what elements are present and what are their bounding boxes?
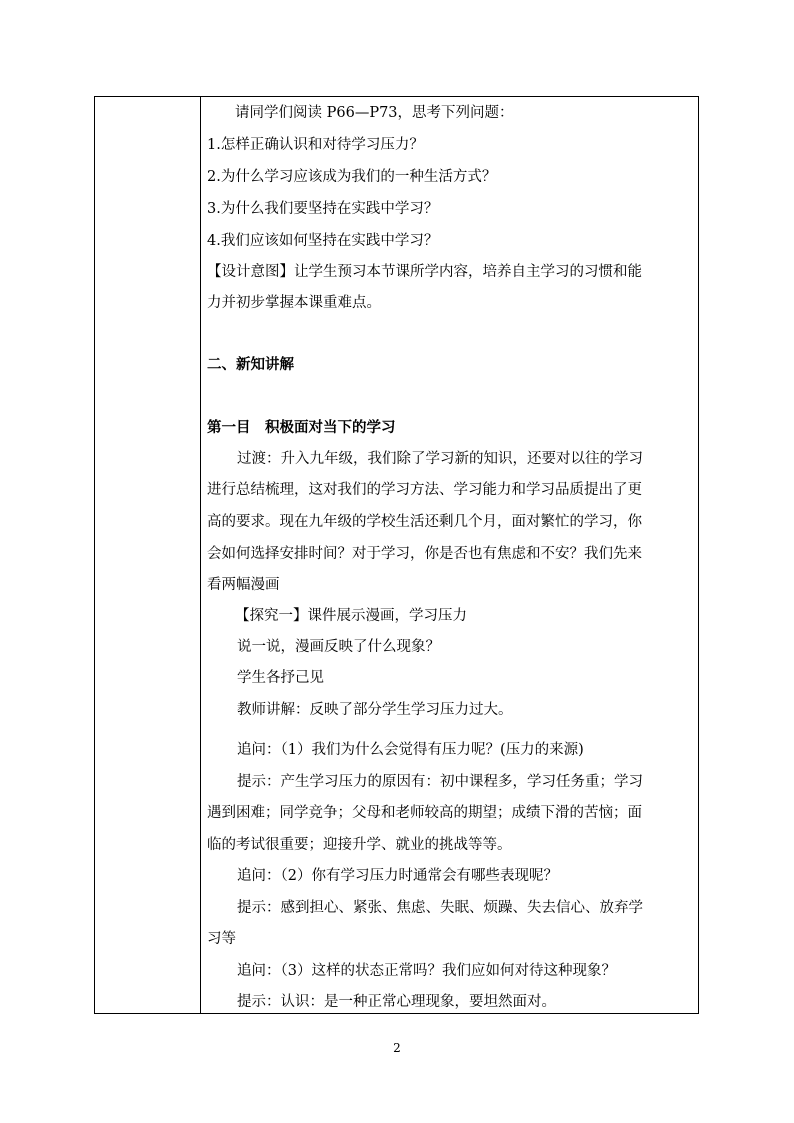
hint-1-line: 临的考试很重要；迎接升学、就业的挑战等等。 — [207, 837, 512, 853]
follow-up-question-3: 追问：（3）这样的状态正常吗？我们应如何对待这种现象？ — [237, 963, 616, 979]
student-response: 学生各抒己见 — [237, 670, 324, 686]
hint-1: 提示：产生学习压力的原因有：初中课程多，学习任务重；学习 — [237, 774, 643, 790]
question-3: 3.为什么我们要坚持在实践中学习？ — [207, 201, 439, 217]
design-intent-cont: 力并初步掌握本课重难点。 — [207, 295, 381, 311]
lesson-table — [94, 96, 699, 1014]
teacher-explanation: 教师讲解：反映了部分学生学习压力过大。 — [237, 702, 513, 718]
hint-1-line: 遇到困难；同学竞争；父母和老师较高的期望；成绩下滑的苦恼；面 — [207, 805, 642, 821]
hint-2-line: 习等 — [207, 931, 236, 947]
section-heading: 二、新知讲解 — [207, 356, 294, 373]
design-intent: 【设计意图】让学生预习本节课所学内容，培养自主学习的习惯和能 — [207, 264, 642, 280]
transition-paragraph-line: 高的要求。现在九年级的学校生活还剩几个月，面对繁忙的学习，你 — [207, 514, 642, 530]
question-1: 1.怎样正确认识和对待学习压力？ — [207, 137, 424, 153]
transition-paragraph-line: 看两幅漫画 — [207, 577, 280, 593]
question-4: 4.我们应该如何坚持在实践中学习？ — [207, 233, 439, 249]
hint-3: 提示：认识：是一种正常心理现象，要坦然面对。 — [237, 994, 556, 1010]
exploration-one: 【探究一】课件展示漫画，学习压力 — [235, 608, 467, 624]
transition-paragraph-line: 进行总结梳理，这对我们的学习方法、学习能力和学习品质提出了更 — [207, 482, 642, 498]
subsection-heading: 第一目 积极面对当下的学习 — [207, 419, 396, 436]
transition-paragraph-line: 会如何选择安排时间？对于学习，你是否也有焦虑和不安？我们先来 — [207, 546, 642, 562]
hint-2: 提示：感到担心、紧张、焦虑、失眠、烦躁、失去信心、放弃学 — [237, 900, 643, 916]
reading-instruction: 请同学们阅读 P66—P73，思考下列问题： — [235, 105, 514, 121]
transition-paragraph: 过渡：升入九年级，我们除了学习新的知识，还要对以往的学习 — [237, 451, 643, 467]
follow-up-question-1: 追问：（1）我们为什么会觉得有压力呢？(压力的来源) — [237, 742, 584, 758]
question-2: 2.为什么学习应该成为我们的一种生活方式？ — [207, 169, 497, 185]
discussion-prompt: 说一说，漫画反映了什么现象？ — [237, 639, 440, 655]
table-column-divider — [200, 97, 201, 1013]
follow-up-question-2: 追问：（2）你有学习压力时通常会有哪些表现呢？ — [237, 868, 558, 884]
lesson-content-cell — [207, 97, 690, 1013]
page-number: 2 — [393, 1041, 401, 1055]
